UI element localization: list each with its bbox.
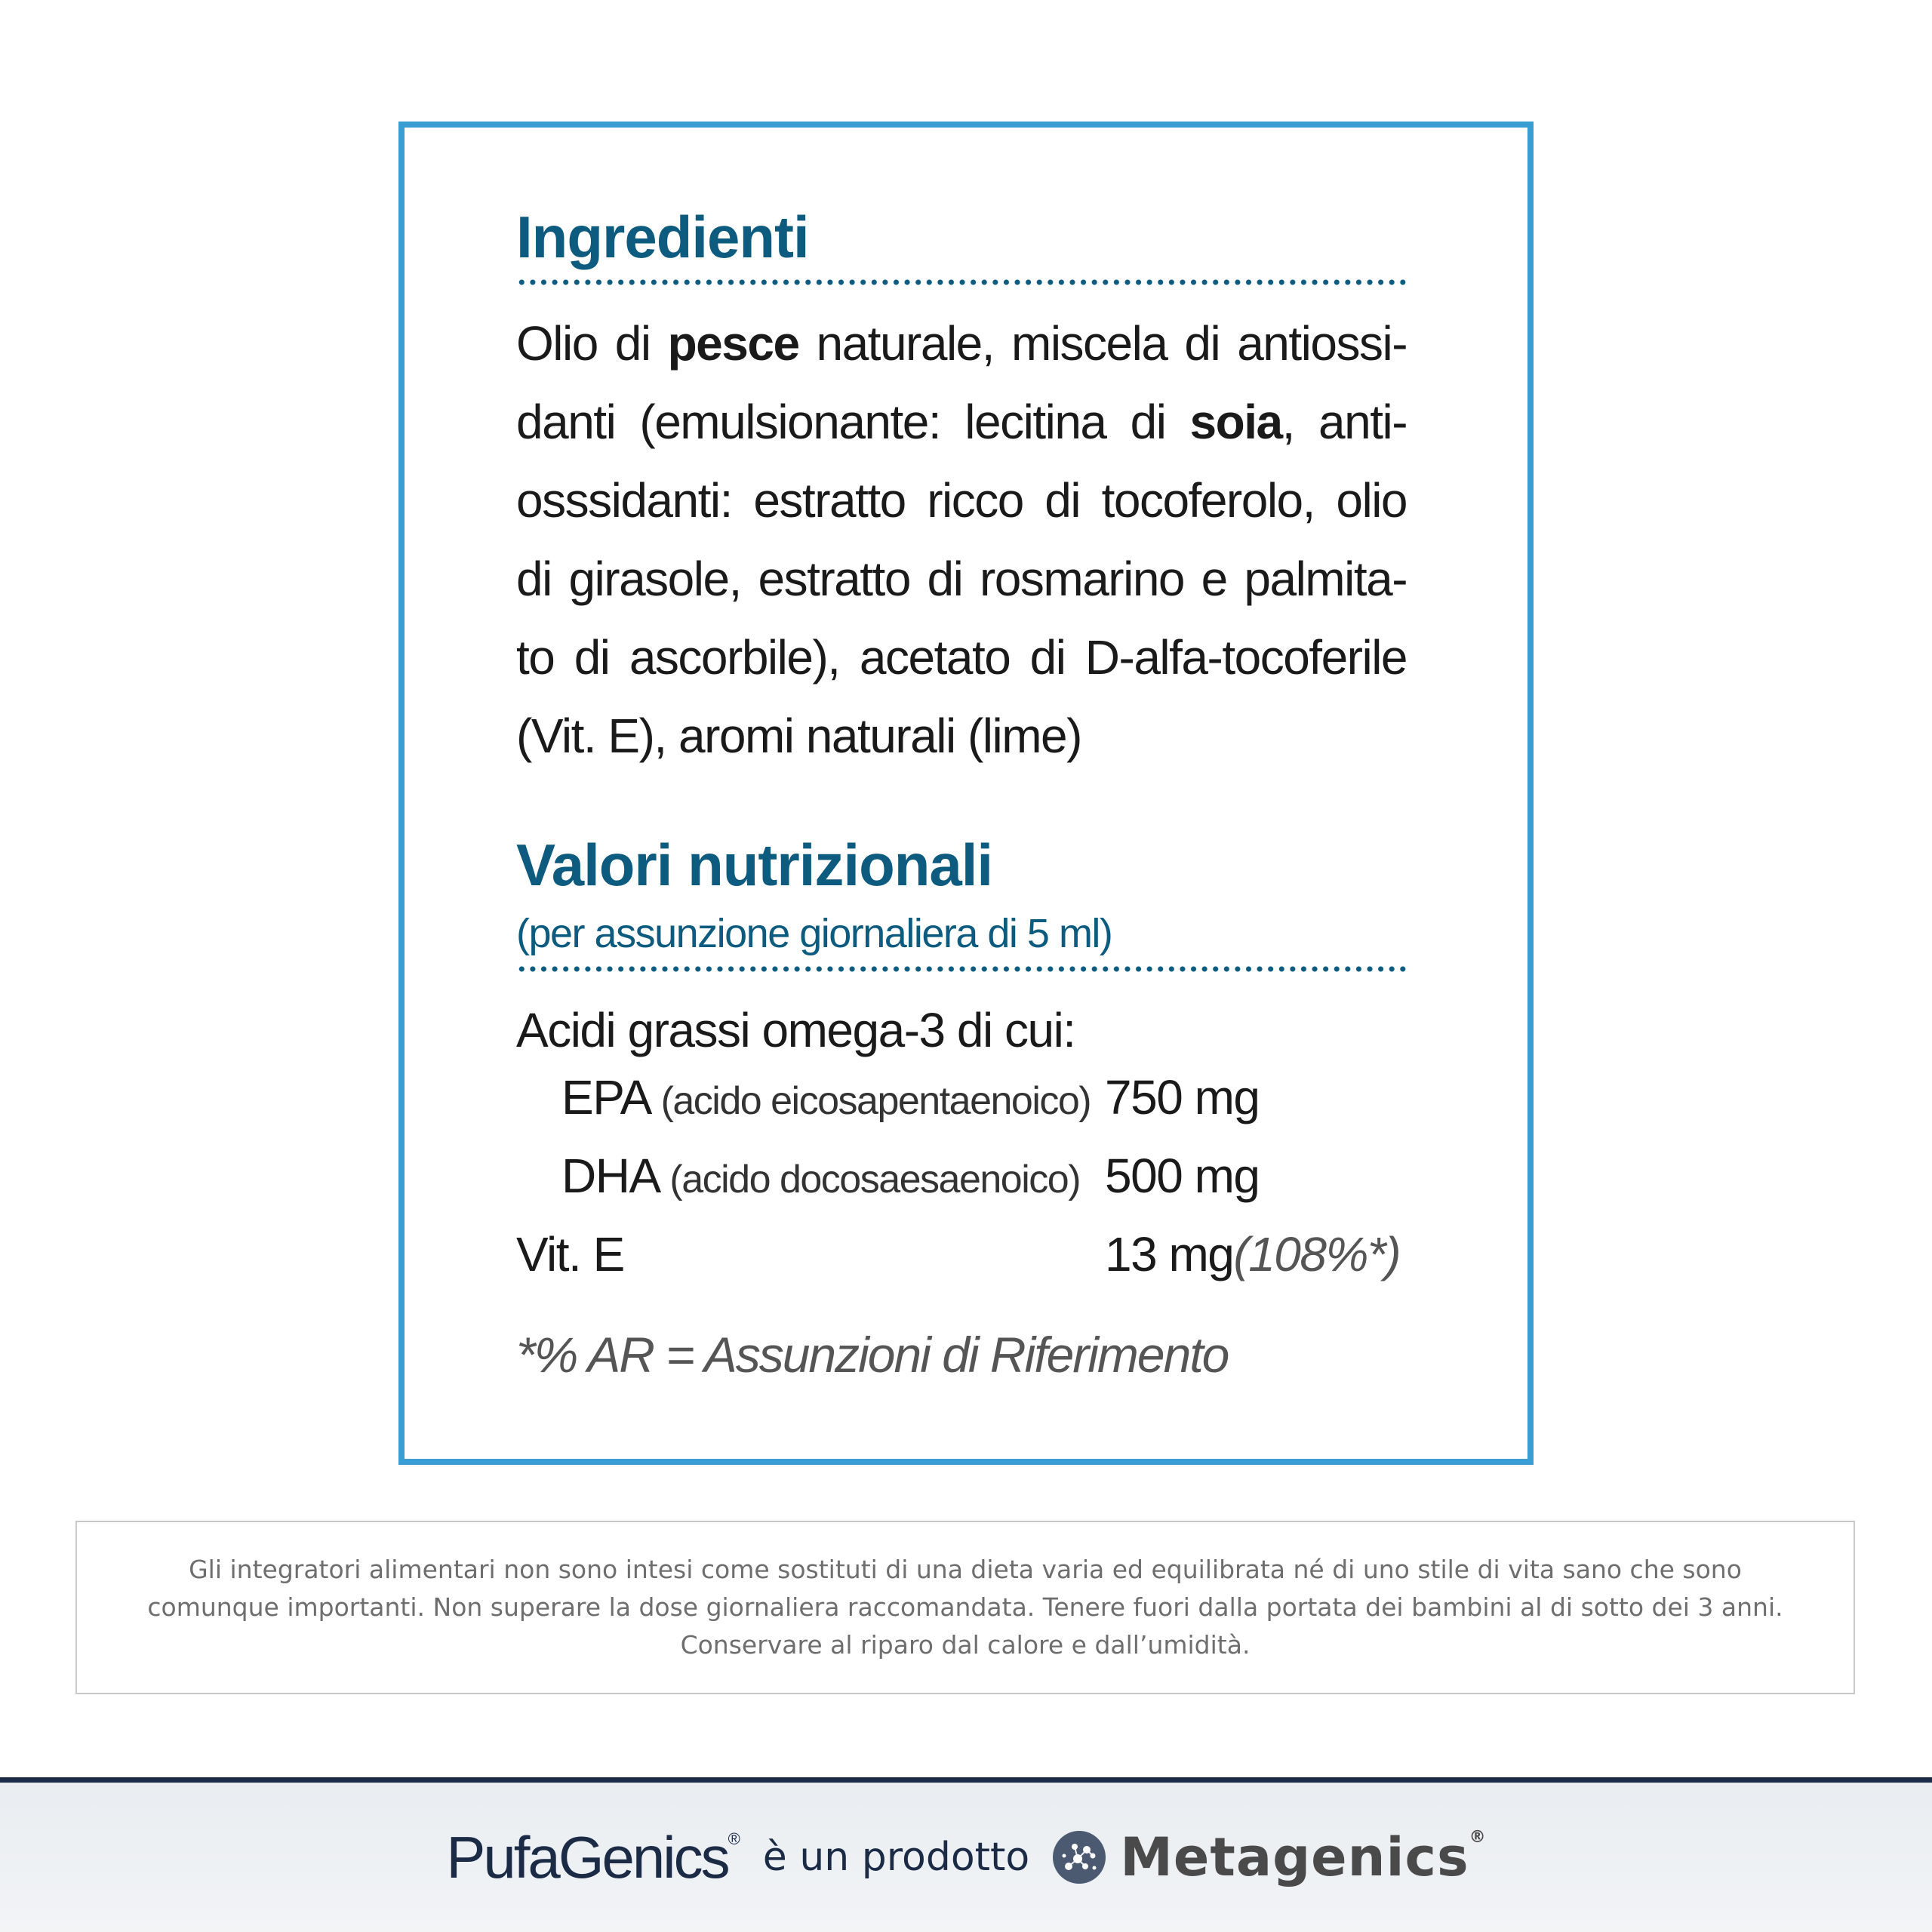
nutrition-subheading: (per assunzione giornaliera di 5 ml)	[516, 911, 1112, 956]
ingredients-line: osssidanti: estratto ricco di tocoferolo, olio	[516, 473, 1407, 528]
nutrition-row-dha	[516, 1139, 1407, 1217]
ingredients-heading: Ingredienti	[516, 204, 809, 270]
metagenics-logo: Metagenics®	[1120, 1826, 1486, 1888]
label-content	[516, 203, 1407, 1383]
footer	[0, 1783, 1932, 1932]
nutrient-name: EPA	[561, 1070, 649, 1124]
footer-content	[0, 1783, 1932, 1932]
ingredients-line: danti (emulsionante: lecitina di soia, anti-	[516, 395, 1407, 449]
nutrition-heading: Valori nutrizionali	[516, 832, 993, 898]
nutrient-name: Vit. E	[516, 1227, 624, 1281]
nutrient-name: DHA	[561, 1149, 658, 1203]
nutrient-description: (acido eicosapentaenoico)	[660, 1079, 1091, 1123]
ingredients-text	[516, 304, 1407, 775]
label-panel	[398, 122, 1534, 1465]
ingredients-line: Olio di pesce naturale, miscela di antiossi-	[516, 316, 1407, 371]
dotted-divider	[516, 965, 1407, 973]
nutrient-amount: 13 mg	[1105, 1227, 1234, 1281]
disclaimer-text: Gli integratori alimentari non sono intesi come sostituti di una dieta varia ed equilibrata né di uno stile di vita sano che sono comunque importanti. Non superare la dose giornaliera raccomandata. Tenere fuori dalla portata dei bambini al di sotto dei 3 anni. Conservare al riparo dal calore e dall’umidità.	[147, 1555, 1783, 1660]
ingredients-line: to di ascorbile), acetato di D-alfa-tocoferile	[516, 630, 1407, 685]
omega3-title: Acidi grassi omega-3 di cui:	[516, 1003, 1075, 1057]
nutrition-row-vit-e	[516, 1217, 1407, 1296]
disclaimer-box	[75, 1521, 1855, 1694]
nutrition-row-epa	[516, 1060, 1407, 1139]
reference-footnote: *% AR = Assunzioni di Riferimento	[516, 1327, 1229, 1383]
nutrient-amount: 750 mg	[1105, 1070, 1260, 1124]
footer-divider	[0, 1777, 1932, 1783]
metagenics-molecule-icon	[1052, 1830, 1106, 1884]
product-of-text: è un prodotto	[762, 1835, 1030, 1880]
ingredients-line: di girasole, estratto di rosmarino e palmita-	[516, 552, 1407, 606]
nutrient-description: (acido docosaesaenoico)	[669, 1158, 1081, 1201]
ingredients-line: (Vit. E), aromi naturali (lime)	[516, 709, 1081, 763]
dotted-divider	[516, 278, 1407, 286]
nutrient-percent: (108%*)	[1233, 1227, 1401, 1281]
nutrient-amount: 500 mg	[1105, 1149, 1260, 1203]
pufagenics-logo: PufaGenics®	[446, 1823, 740, 1890]
